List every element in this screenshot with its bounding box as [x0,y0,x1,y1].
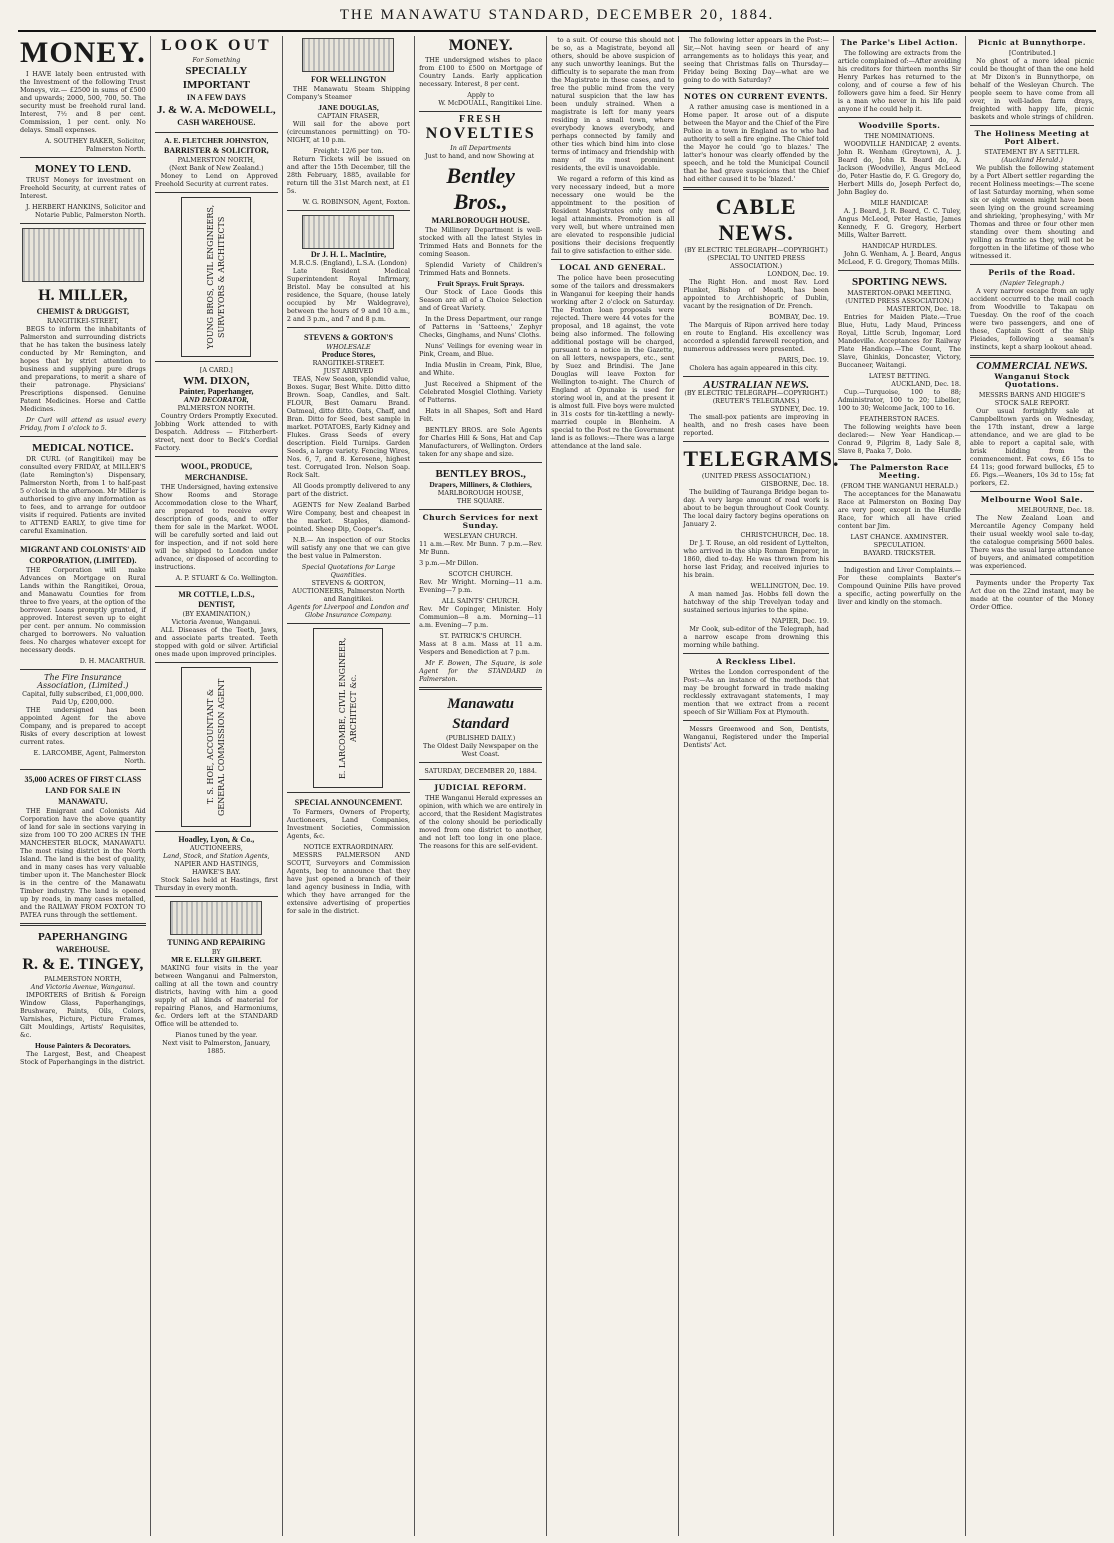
miller-heading: H. MILLER, [38,287,128,304]
special-to: To Farmers, Owners of Property, Auctioneers, Land Companies, Investment Societies, Commission Agents, &c. [286,808,411,840]
statement-heading: STATEMENT BY A SETTLER. [984,148,1080,156]
special-quotations: Special Quotations for Large Quantities. [301,563,396,579]
stevens-wholesale: WHOLESALE [326,343,371,351]
oldest-newspaper: The Oldest Daily Newspaper on the West Coast. [422,742,539,758]
miller-body: BEGS to inform the inhabitants of Palmerston and surrounding districts that he has taken the business lately conducted by Mr Remington, and hopes that by strict attention to business and supplying pure drugs and preparations, to merit a share of their patronage. Physicians' Prescriptions dispensed. Genuine Patent Medicines. Horse and Cattle Medicines. [20,325,146,413]
issue-date: SATURDAY, DECEMBER 20, 1884. [424,767,537,775]
wanganui-stock-heading: Wanganui Stock Quotations. [994,372,1070,389]
cable-news-sub: (BY ELECTRIC TELEGRAPH—COPYRIGHT.) (SPECIAL TO UNITED PRESS ASSOCIATION.) [684,246,828,270]
stpatrick-heading: ST. PATRICK'S CHURCH. [439,632,522,640]
allsaints-times: Rev. Mr Copinger, Minister. Holy Communion—8 a.m. Morning—11 a.m. Evening—7 p.m. [419,605,543,629]
fire-heading: The Fire Insurance Association, (Limited.) [37,673,129,690]
featherston-body: The following weights have been declared:— New Year Handicap.—Conrad 9, Pilgrim 8, Lady Sale 8, Slave 8, Paaka 7, Dolo. [837,423,962,455]
india-text: India Muslin in Cream, Pink, Blue, and White. [419,361,543,377]
parke-body: The following are extracts from the article complained of:—After avoiding his creditors for thirteen months Sir Henry Parkes has returned to the colony, and of course a few of his followers gave him a feed. Sir Henry is a man who never in his life paid anyone if he could help it. [837,49,962,113]
christchurch-dateline: CHRISTCHURCH, Dec. 18. [740,531,829,539]
indigestion-advert: Indigestion and Liver Complaints.—For these complaints Baxter's Compound Quinine Pills have proved a specific, acting powerfully on the liver and kindly on the stomach. [837,566,962,606]
tingey-heading: R. & E. TINGEY, [22,956,144,973]
tingey-address: PALMERSTON NORTH, [44,975,122,983]
miller-note: Dr Curl will attend as usual every Friday, from 1 o'clock to 5. [20,416,146,432]
telegrams-heading: TELEGRAMS. [683,446,840,471]
stamp-illustration [302,215,394,249]
hoadley-address-2: HAWKE'S BAY. [192,868,241,876]
lookout-heading: LOOK OUT [160,37,272,54]
napier-dateline: NAPIER, Dec. 19. [771,617,829,625]
cottle-address: Victoria Avenue, Wanganui. [171,618,262,626]
all-departments: In all Departments [450,144,512,152]
agent-note: Mr F. Bowen, The Square, is sole Agent for the STANDARD in Palmerston. [419,659,543,683]
dixon-trade-2: AND DECORATOR, [183,395,249,404]
scotch-times: Rev. Mr Wright. Morning—11 a.m. Evening—7 p.m. [419,578,543,594]
mile-heading: MILE HANDICAP. [870,199,929,207]
perils-sub: (Napier Telegraph.) [1000,279,1065,287]
fruit-sprays: Fruit Sprays. Fruit Sprays. [437,279,525,288]
bombay-dateline: BOMBAY, Dec. 19. [769,313,829,321]
young-bros-text: YOUNG BROS, CIVIL ENGINEERS, SURVEYORS & ARCHITECTS [206,204,227,350]
stock-list: TEAS, New Season, splendid value, Boxes. Sugar, Best White. Ditto ditto Brown. Soap, Candles, and Salt. FLOUR, Best Oamaru Brand. Oatmeal, ditto ditto. Oats, Chaff, and Bran. Ditto for Seed, best sample in market. POTATOES, Early Kidney and Flukes. Grass Seeds of every description. Field Turnips. Garden Seeds, a large variety. Fencing Wires, Nos. 6, 7, and 8. Kerosene, highest test. Corrugated Iron. Nelson Soap. Rock Salt. [286,375,411,479]
fletcher-address: PALMERSTON NORTH, [177,156,256,164]
masterton-dateline: MASTERTON, Dec. 18. [886,305,962,313]
stevens-heading: STEVENS & GORTON'S [304,333,393,342]
clothing-text: Just Received a Shipment of the Celebrated Mosgiel Clothing. Variety of Patterns. [419,380,543,404]
drapers-heading: Drapers, Milliners, & Clothiers, [429,480,532,489]
judicial-body: THE Wanganui Herald expresses an opinion, with which we are entirely in accord, that the Resident Magistrates of the colony should be periodically moved from one district to another, and not left too long in one place. The reasons for this are self-evident. [419,794,543,850]
christchurch-body: Dr J. T. Rouse, an old resident of Lyttelton, who arrived in the ship Roman Emperor, in 1860, died to-day. He was thrown from his horse last Friday, and received injuries to his brain. [683,539,829,579]
fire-paid: Paid Up, £200,000. [51,698,114,706]
larcombe-text: E. LARCOMBE, CIVIL ENGINEER, ARCHITECT &c. [338,637,359,779]
wesleyan-times: 11 a.m.—Rev. Mr Bunn. 7 p.m.—Rev. Mr Bunn. [419,540,543,556]
just-to-hand: Just to hand, and now Showing at [425,152,535,160]
london-dateline: LONDON, Dec. 19. [767,270,829,278]
splendid-variety: Splendid Variety of Children's Trimmed Hats and Bonnets. [419,261,543,277]
bayard-trickster: BAYARD. TRICKSTER. [863,549,936,557]
captain-name: CAPTAIN FRASER, [317,112,380,120]
special-announcement: SPECIAL ANNOUNCEMENT. [294,798,403,807]
church-heading: Church Services for next Sunday. [422,513,539,530]
auckland-body: Cup.—Turquoise, 100 to 88; Administrator, 100 to 20; Libeller, 100 to 30; Welcome Jack, 100 to 16. [837,388,962,412]
masterton-heading: MASTERTON-OPAKI MEETING. [847,289,952,297]
wellington-dateline: WELLINGTON, Dec. 19. [750,582,829,590]
dixon-heading: WM. DIXON, [183,375,250,387]
mcintire-heading: Dr J. H. L. MacIntire, [310,250,387,259]
sydney-dateline: SYDNEY, Dec. 19. [770,405,829,413]
allsaints-heading: ALL SAINTS' CHURCH. [441,597,520,605]
masthead: THE MANAWATU STANDARD, DECEMBER 20, 1884. [339,7,775,23]
specially-important: SPECIALLY IMPORTANT [182,65,250,91]
perils-heading: Perils of the Road. [988,268,1076,277]
dixon-address: PALMERSTON NORTH. [177,404,256,412]
fire-body: THE undersigned has been appointed Agent for the above Company, and is prepared to accept Risks of every description at lowest current rates. [20,706,146,746]
local-body: The police have been prosecuting some of the tailors and dressmakers in Wanganui for keeping their hands working after 2 o'clock on Saturday. The Foxton loan proposals were rejected. There were 44 votes for the proposal, and 18 against, the vote being also informed. The following additional postage will be charged, pursuant to a notice in the Gazette, on all letters, newspapers, etc., sent by Suez and Brindisi. The Jane Douglas will leave Foxton for Wellington to-night. The Church of England at Opunake is used for storing wool in, and at the present it is almost full. Five boys were mulcted in 31s costs for tin-kettling a newly-married couple in Blenheim. A special to the Post re the Government land is as follows:—There was a large attendance at the land sale. [551,274,675,450]
return-tickets: Return Tickets will be issued on and after the 15th December, till the 28th February, 1885, available for return till the 31st March next, at £1 5s. [286,155,411,195]
statement-body: We publish the following statement by a Port Albert settler regarding the recent Holiness meetings:—The scene of last Saturday morning, when some six or eight women might have been seen lying on the ground screaming and shrieking, 'prophesying,' with Mr Thomas and three or four other men standing over them shouting and yelling as frantic as they, will not be forgotten in the lifetime of those who witnessed it. [970,164,1095,260]
land-heading: 35,000 ACRES OF FIRST CLASS LAND FOR SALE IN MANAWATU. [24,775,142,806]
money-signature: A. SOUTHEY BAKER, Solicitor, Palmerston North. [44,137,146,153]
tingey-footer: House Painters & Decorators. [34,1041,131,1050]
land-body: THE Emigrant and Colonists Aid Corporation have the above quantity of land for sale in sections varying in size from 100 TO 200 ACRES IN THE MANCHESTER BLOCK, MANAWATU. The most rising district in the North Island. The land is the best of quality, and in many cases has very valuable timber upon it. The Manchester Block is in the centre of the Manawatu Timber industry. The land is opened up by roads, in many cases metalled, and the RAILWAY FROM FOXTON TO PATEA runs through the settlement. [20,807,146,919]
newspaper-columns [16,36,1098,1536]
gisborne-dateline: GISBORNE, Dec. 18. [760,480,829,488]
tingey-body: IMPORTERS of British & Foreign Window Glass, Paperhangings, Brushware, Paints, Oils, Colors, Varnishes, Picture, Picture Frames, Gilt Mouldings, Artists' Requisites, &c. [20,991,146,1039]
miller-subheading: CHEMIST & DRUGGIST, [36,307,130,316]
just-arrived: JUST ARRIVED [323,367,374,375]
column-5 [547,36,679,1536]
medical-body: DR CURL (of Rangitikei) may be consulted every FRIDAY, at MILLER'S (late Remington's) Dispensary, Palmerston North, from 1 to half-past 5 o'clock in the afternoon. Mr Miller is authorised to give any information as to fees, and to arrange for outdoor visits if required. Patients are invited to ATTEND EARLY, to give time for careful Examination. [20,455,146,535]
gilbert-body: MAKING four visits in the year between Wanganui and Palmerston, calling at all the town and country districts, having with him a good supply of all kinds of material for repairing Pianos, and Harmoniums, &c. Orders left at the STANDARD Office will be attended to. [154,964,278,1028]
sailing-notice: Will sail for the above port (circumstances permitting) on TO-NIGHT, at 10 p.m. [286,120,411,144]
notes-heading: NOTES ON CURRENT EVENTS. [684,92,829,101]
perils-body: A very narrow escape from an ugly accident occurred to the mail coach from Woodville to Takapau on Tuesday. On the roof of the coach were two passengers, and one of these, Captain Scott of the Ship Pleiades, following a seaman's instincts, kept a sharp lookout ahead. [970,287,1095,351]
millinery-text: The Millinery Department is well-stocked with all the latest Styles in Trimmed Hats and Bonnets for the coming Season. [419,226,543,258]
cottle-exam: (BY EXAMINATION,) [182,610,251,618]
column-7 [834,36,966,1536]
reckless-heading: A Reckless Libel. [716,657,797,666]
migrant-heading: MIGRANT AND COLONISTS' AID CORPORATION, (LIMITED). [20,545,146,565]
gilbert-next-visit: Next visit to Palmerston, January, 1885. [162,1039,271,1055]
hoadley-sub: AUCTIONEERS, [189,844,243,852]
money-heading: MONEY. [20,36,146,69]
notice-body: MESSRS PALMERSON AND SCOTT, Surveyors and Commission Agents, beg to announce that they have just opened a branch of their land agency business in India, with which they have arranged for the extensive advertising of properties for sale in the district. [286,851,411,915]
bentley-agents: BENTLEY BROS. are Sole Agents for Charles Hill & Sons, Hat and Cap Manufacturers, of Wellington. Orders taken for any shape and size. [419,426,543,458]
judicial-heading: JUDICIAL REFORM. [434,783,527,792]
london-body: The Right Hon. and most Rev. Lord Plunket, Bishop of Meath, has been appointed to Archbishopric of Dublin, vacant by the resignation of Dr. French. [683,278,829,310]
sydney-body: The small-pox patients are improving in health, and no fresh cases have been reported. [683,413,829,437]
bentley-heading: Bentley Bros., [446,163,515,214]
nominations-heading: THE NOMINATIONS. [864,132,935,140]
dixon-body: Country Orders Promptly Executed. Jobbing Work attended to with Despatch. Address — Fitzherbert-street, next door to Beck's Cordial Factory. [154,412,278,452]
freight-rate: Freight: 12/6 per ton. [313,147,384,155]
last-chance: LAST CHANCE. AXMINSTER. SPECULATION. [850,533,949,549]
paperhanging-subheading: WAREHOUSE. [55,945,110,954]
statement-sub: (Auckland Herald.) [1001,156,1063,164]
gilbert-footer: Pianos tuned by the year. [175,1031,258,1039]
standard-title: Manawatu Standard [447,696,514,732]
money-signature-2: W. McDOUALL, Rangitikei Line. [438,99,543,107]
hoadley-body: Stock Sales held at Hastings, first Thursday in every month. [154,876,278,892]
masthead-rule [18,30,1096,32]
woodville-body: WOODVILLE HANDICAP, 2 events. John R. Wenham (Greytown), A. J. Beard do, John R. Beard do, A. Jackson (Woodville), Angus McLeod do, Peter Hastie do, F. G. Gregory do, Herbert Mills do, Joseph Perfect do, John Bagley do. [837,140,962,196]
nuns-text: Nuns' Veilings for evening wear in Pink, Cream, and Blue. [419,342,543,358]
barrister-heading: BARRISTER & SOLICITOR, [164,146,269,155]
chemist-bottles-illustration [22,228,144,282]
cottle-dentist: DENTIST, [198,600,235,609]
telegrams-sub: (UNITED PRESS ASSOCIATION.) [701,472,811,480]
ashhurst-times: 3 p.m.—Mr Dillon. [419,559,479,567]
fresh-heading: FRESH [458,114,503,125]
few-days: IN A FEW DAYS [186,93,246,102]
mile-body: A. J. Beard, J. R. Beard, C. C. Tuley, Angus McLeod, Peter Hastie, James Kennedy, F. G. Gregory, Herbert Mills, Walter Barrett. [837,207,962,239]
column-3 [283,36,415,1536]
cottle-body: ALL Diseases of the Teeth, Jaws, and associate parts treated. Teeth stopped with gold or silver. Artificial ones made upon improved principles. [154,626,278,658]
card-label: [A CARD.] [199,366,233,374]
hoadley-address: NAPIER AND HASTINGS, [174,860,259,868]
payments-notice: Payments under the Property Tax Act due on the 22nd instant, may be made at the counter of the Money Order Office. [970,579,1095,611]
wanganui-body: Our usual fortnightly sale at Campbelltown yards on Wednesday, the 17th instant, drew a large attendance, and we are glad to be able to report a capital sale, with brisk bidding from the commencement. Fat cows, £6 15s to £4 11s; good forward bullocks, £5 to £6. Pigs.—Weaners, 10s 3d to 15s; fat porkers, £2. [970,407,1095,487]
larcombe-advert [313,628,383,788]
migrant-body: THE Corporation will make Advances on Mortgage on Rural Lands within the Rangitikei, Oroua, and Manawatu Counties for from three to five years, at the option of the borrower. Loans promptly granted, if approved. Interest seven up to eight per cent. per annum. No commission charged to borrowers. No valuation fees. No charges whatever except for necessary deeds. [20,566,146,654]
australian-heading: AUSTRALIAN NEWS. [703,379,809,391]
wellington-body: THE Manawatu Steam Shipping Company's Steamer [286,85,411,101]
paperhanging-heading: PAPERHANGING [38,931,128,943]
mcintire-credentials: M.R.C.S. (England), L.S.A. (London) [290,259,407,267]
bentley-heading-2: BENTLEY BROS., [435,468,526,480]
piano-illustration [170,901,262,935]
fletcher-note: (Next Bank of New Zealand.) [169,164,264,172]
marlborough-house-2: MARLBOROUGH HOUSE, [437,489,524,497]
cash-warehouse: CASH WAREHOUSE. [177,118,256,127]
paris-body: Cholera has again appeared in this city. [689,364,818,372]
cottle-heading: MR COTTLE, L.D.S., [178,590,255,599]
tuning-heading: TUNING AND REPAIRING [167,938,266,947]
money-body: I HAVE lately been entrusted with the Investment of the following Trust Moneys, viz.— £2500 in sums of £500 and upwards; 2000, 500, 700, 50. The security must be freehold rural land. Interest, 7½ and 8 per cent. Commission, 1 per cent. only. No delays. Small expenses. [20,70,146,134]
migrant-signature: D. H. MACARTHUR. [79,657,146,665]
melbourne-wool-heading: Melbourne Wool Sale. [980,495,1084,504]
tuning-by: BY [211,948,221,956]
stpatrick-times: Mass at 8 a.m. Mass at 11 a.m. Vespers and Benediction at 7 p.m. [419,640,543,656]
paris-dateline: PARIS, Dec. 19. [778,356,829,364]
notes-body: A rather amusing case is mentioned in a Home paper. It arose out of a dispute between the Mayor and the Chief of the Fire Police in a town in England as to who had authority to sell a fire engine. The Chief told the Mayor he could 'go to blazes.' The latter's honour was clearly offended by the speech, and he told the Municipal Council that he had grave suspicions that the Chief had either caused it to be 'blazed.' [683,103,829,183]
auckland-dateline: AUCKLAND, Dec. 18. [891,380,962,388]
masterton-body: Entries for Maiden Plate.—True Blue, Hutu, Lady Maud, Princess Royal, Little Scrub, Ingomar, Lord Mandeville. Acceptances for Railway Plate Handicap.—The Count, The Slave, Ghinkis, Doncaster, Victory, Buccaneer, Waitangi. [837,313,962,369]
wool-body: THE Undersigned, having extensive Show Rooms and Storage Accommodation close to the Wharf, are prepared to receive every description of goods, and to offer them for sale in the Market. WOOL will be carefully sorted and laid out for inspection, and if not sold here will be shipped to London under advance, or disposed of according to instructions. [154,483,278,571]
ship-name: JANE DOUGLAS, [318,103,379,112]
hoadley-sub-2: Land, Stock, and Station Agents, [163,852,270,860]
palmerston-race-heading: The Palmerston Race Meeting. [849,463,949,480]
stevens-goods: All Goods promptly delivered to any part of the district. [286,482,411,498]
lend-body: TRUST Moneys for investment on Freehold Security, at current rates of Interest. [20,176,146,200]
australian-sub: (BY ELECTRIC TELEGRAPH—COPYRIGHT.) (REUTER'S TELEGRAMS.) [684,389,828,405]
dress-text: In the Dress Department, our range of Patterns in 'Satteens,' Zephyr Checks, Ginghams, and Nuns' Cloths. [419,315,543,339]
stevens-agents: AGENTS for New Zealand Barbed Wire Company, best and cheapest in the market. Staples, diamond-pointed. Sheep Dip, Cooper's. [286,501,411,533]
scotch-heading: SCOTCH CHURCH. [448,570,513,578]
fletcher-body: Money to Lend on Approved Freehold Security at current rates. [154,172,278,188]
picnic-sub: [Contributed.] [1008,49,1056,57]
hoe-text: T. S. HOE, ACCOUNTANT & GENERAL COMMISSION AGENT [206,678,227,816]
betting-heading: LATEST BETTING. [868,372,931,380]
column-4 [415,36,547,1536]
steamer-illustration [302,38,394,72]
stevens-signature: STEVENS & GORTON, AUCTIONEERS, Palmerston North and Rangitikei. [292,579,405,603]
for-something: For Something [192,56,241,64]
robinson-signature: W. G. ROBINSON, Agent, Foxton. [302,198,411,206]
stevens-agents-footer: Agents for Liverpool and London and Globe Insurance Company. [288,603,409,619]
picnic-body: No ghost of a more ideal picnic could be thought of than the one held at Mr Dixon's in Bunnythorpe, on behalf of the Wesleyan Church. The people seem to have come from all over, in well-laden farm drays, freighted with happy life, picnic baskets and whole strings of children. [970,57,1095,121]
lend-signature: J. HERBERT HANKINS, Solicitor and Notarie Public, Palmerston North. [25,203,146,219]
editorial-body-2: We regard a reform of this kind as very necessary indeed, but a more necessary one would be the appointment to the position of Resident Magistrates only men of legal attainments. Promotion is all very well, but where untrained men are elevated to responsible judicial positions their decisions frequently fail to give satisfaction to either side. [551,175,675,255]
medical-heading: MEDICAL NOTICE. [32,442,134,454]
fire-signature: E. LARCOMBE, Agent, Palmerston North. [33,749,146,765]
picnic-heading: Picnic at Bunnythorpe. [978,38,1087,47]
wanganui-firm: MESSRS BARNS AND HIGGIE'S STOCK SALE REPORT. [978,391,1086,407]
hurdles-heading: HANDICAP HURDLES. [861,242,938,250]
novelties-heading: NOVELTIES [425,125,536,142]
holiness-heading: The Holiness Meeting at Port Albert. [974,129,1090,146]
hoe-advert [181,667,251,827]
column-2 [151,36,283,1536]
notice-extraordinary: NOTICE EXTRAORDINARY. [303,843,394,851]
young-bros-advert [181,197,251,357]
wellington-body-news: A man named Jas. Hobbs fell down the hatchway of the ship Trevelyan today and sustained serious injuries to the spine. [683,590,829,614]
mcintire-body: Late Resident Medical Superintendent Royal Infirmary, Bristol. May be consulted at his residence, the Square, (house lately occupied by Mr Waldegrave), between the hours of 9 and 10 a.m., 2 and 3 p.m., and 7 and 8 p.m. [286,267,411,323]
greenwood-advert: Messrs Greenwood and Son, Dentists, Wanganui, Registered under the Imperial Dentists' Act. [683,725,829,749]
holiday-letter: The following letter appears in the Post:—Sir,—Not having seen or heard of any arrangements as to holidays this year, and seeing that Christmas falls on Thursday—Friday being Boxing Day—what are we going to do with Saturday? [683,36,829,84]
wellington-heading: FOR WELLINGTON [310,75,387,84]
palmerston-race-sub: (FROM THE WANGANUI HERALD.) [840,482,959,490]
lend-heading: MONEY TO LEND. [34,163,131,175]
marlborough-house: MARLBOROUGH HOUSE. [431,216,530,225]
hurdles-body: John G. Wenham, A. J. Beard, Angus McLeod, F. G. Gregory, Thomas Mills. [837,250,962,266]
local-heading: LOCAL AND GENERAL. [559,263,667,272]
hats-text: Hats in all Shapes, Soft and Hard Felt. [419,407,543,423]
bombay-body: The Marquis of Ripon arrived here today en route to England. His excellency was accorded a splendid farewell reception, and numerous addresses were presented. [683,321,829,353]
miller-address: RANGITIKEI-STREET, [47,317,119,325]
published-daily: (PUBLISHED DAILY.) [445,734,516,742]
the-square: THE SQUARE. [456,497,505,505]
wool-signature: A. P. STUART & Co. Wellington. [175,574,278,582]
column-6 [679,36,840,1536]
gilbert-heading: MR E. ELLERY GILBERT. [171,955,262,964]
money-heading-2: MONEY. [448,37,513,54]
melbourne-dateline: MELBOURNE, Dec. 18. [1017,506,1095,514]
money-body-2: THE undersigned wishes to place from £100 to £500 on Mortgage of Country Lands. Early application necessary. Interest, 8 per cent. [419,56,543,88]
masterton-sub: (UNITED PRESS ASSOCIATION.) [845,297,954,305]
sporting-heading: SPORTING NEWS. [851,276,947,288]
stevens-nb: N.B.— An inspection of our Stocks will satisfy any one that we can give the best value in Palmerston. [286,536,411,560]
gisborne-body: The building of Tauranga Bridge began to-day. A very large amount of road work is about to be begun throughout Cook County. The local dairy factory begins operations on January 2. [683,488,829,528]
tingey-address-2: And Victoria Avenue, Wanganui. [30,983,136,991]
produce-address: RANGITIKEI-STREET. [312,359,385,367]
napier-body: Mr Cook, sub-editor of the Telegraph, had a narrow escape from drowning this morning while bathing. [683,625,829,649]
tingey-footer-2: The Largest, Best, and Cheapest Stock of Paperhangings in the district. [20,1050,146,1066]
melbourne-body: The New Zealand Loan and Mercantile Agency Company held their usual weekly wool sale to-day, the catalogue comprising 5600 bales. There was the usual large attendance of buyers, and animated competition was experienced. [970,514,1095,570]
reckless-body: Writes the London correspondent of the Post:—As an instance of the methods that may be brought forward in trade making recklessly extravagant statements, I may mention that we extract from a recent speech of Sir William Fox at Plymouth. [683,668,829,716]
wesleyan-heading: WESLEYAN CHURCH. [443,532,518,540]
parke-heading: The Parke's Libel Action. [840,38,959,47]
produce-stores: Produce Stores, [321,350,376,359]
mcdowell-heading: J. & W. A. McDOWELL, [157,104,276,116]
featherston-heading: FEATHERSTON RACES. [859,415,940,423]
cable-news-heading: CABLE NEWS. [715,194,797,245]
column-8 [966,36,1098,1536]
column-1 [16,36,151,1536]
hoadley-heading: Hoadley, Lyon, & Co., [178,835,255,844]
fletcher-heading: A. E. FLETCHER JOHNSTON, [164,136,269,145]
palmerston-race-body: The acceptances for the Manawatu Race at Palmerston on Boxing Day are very poor, except in the Hurdle Race, for which all have cried content bar Jim. [837,490,962,530]
lace-text: Our Stock of Lace Goods this Season are all of a Choice Selection and of Great Variety. [419,288,543,312]
money-apply: Apply to [467,91,495,99]
editorial-body-1: to a suit. Of course this should not be so, as a Magistrate, beyond all others, should be above suspicion of any such unworthy leanings. But the difficulty is to separate the man from the Magistrate in these cases, and to free the public mind from the very natural suspicion that the law has been unduly strained. When a magistrate is left for many years residing in a small town, where everybody knows everybody, and perhaps connected by family and other ties which bind him into close terms of intimacy and friendship with many of its most prominent residents, the evil is unavoidable. [551,36,675,172]
dixon-trade: Painter, Paperhanger, [179,387,254,396]
woodville-heading: Woodville Sports. [858,121,941,130]
fire-capital: Capital, fully subscribed, £1,000,000. [22,690,144,698]
wool-heading: WOOL, PRODUCE, MERCHANDISE. [180,462,252,482]
commercial-heading: COMMERCIAL NEWS. [976,360,1088,372]
